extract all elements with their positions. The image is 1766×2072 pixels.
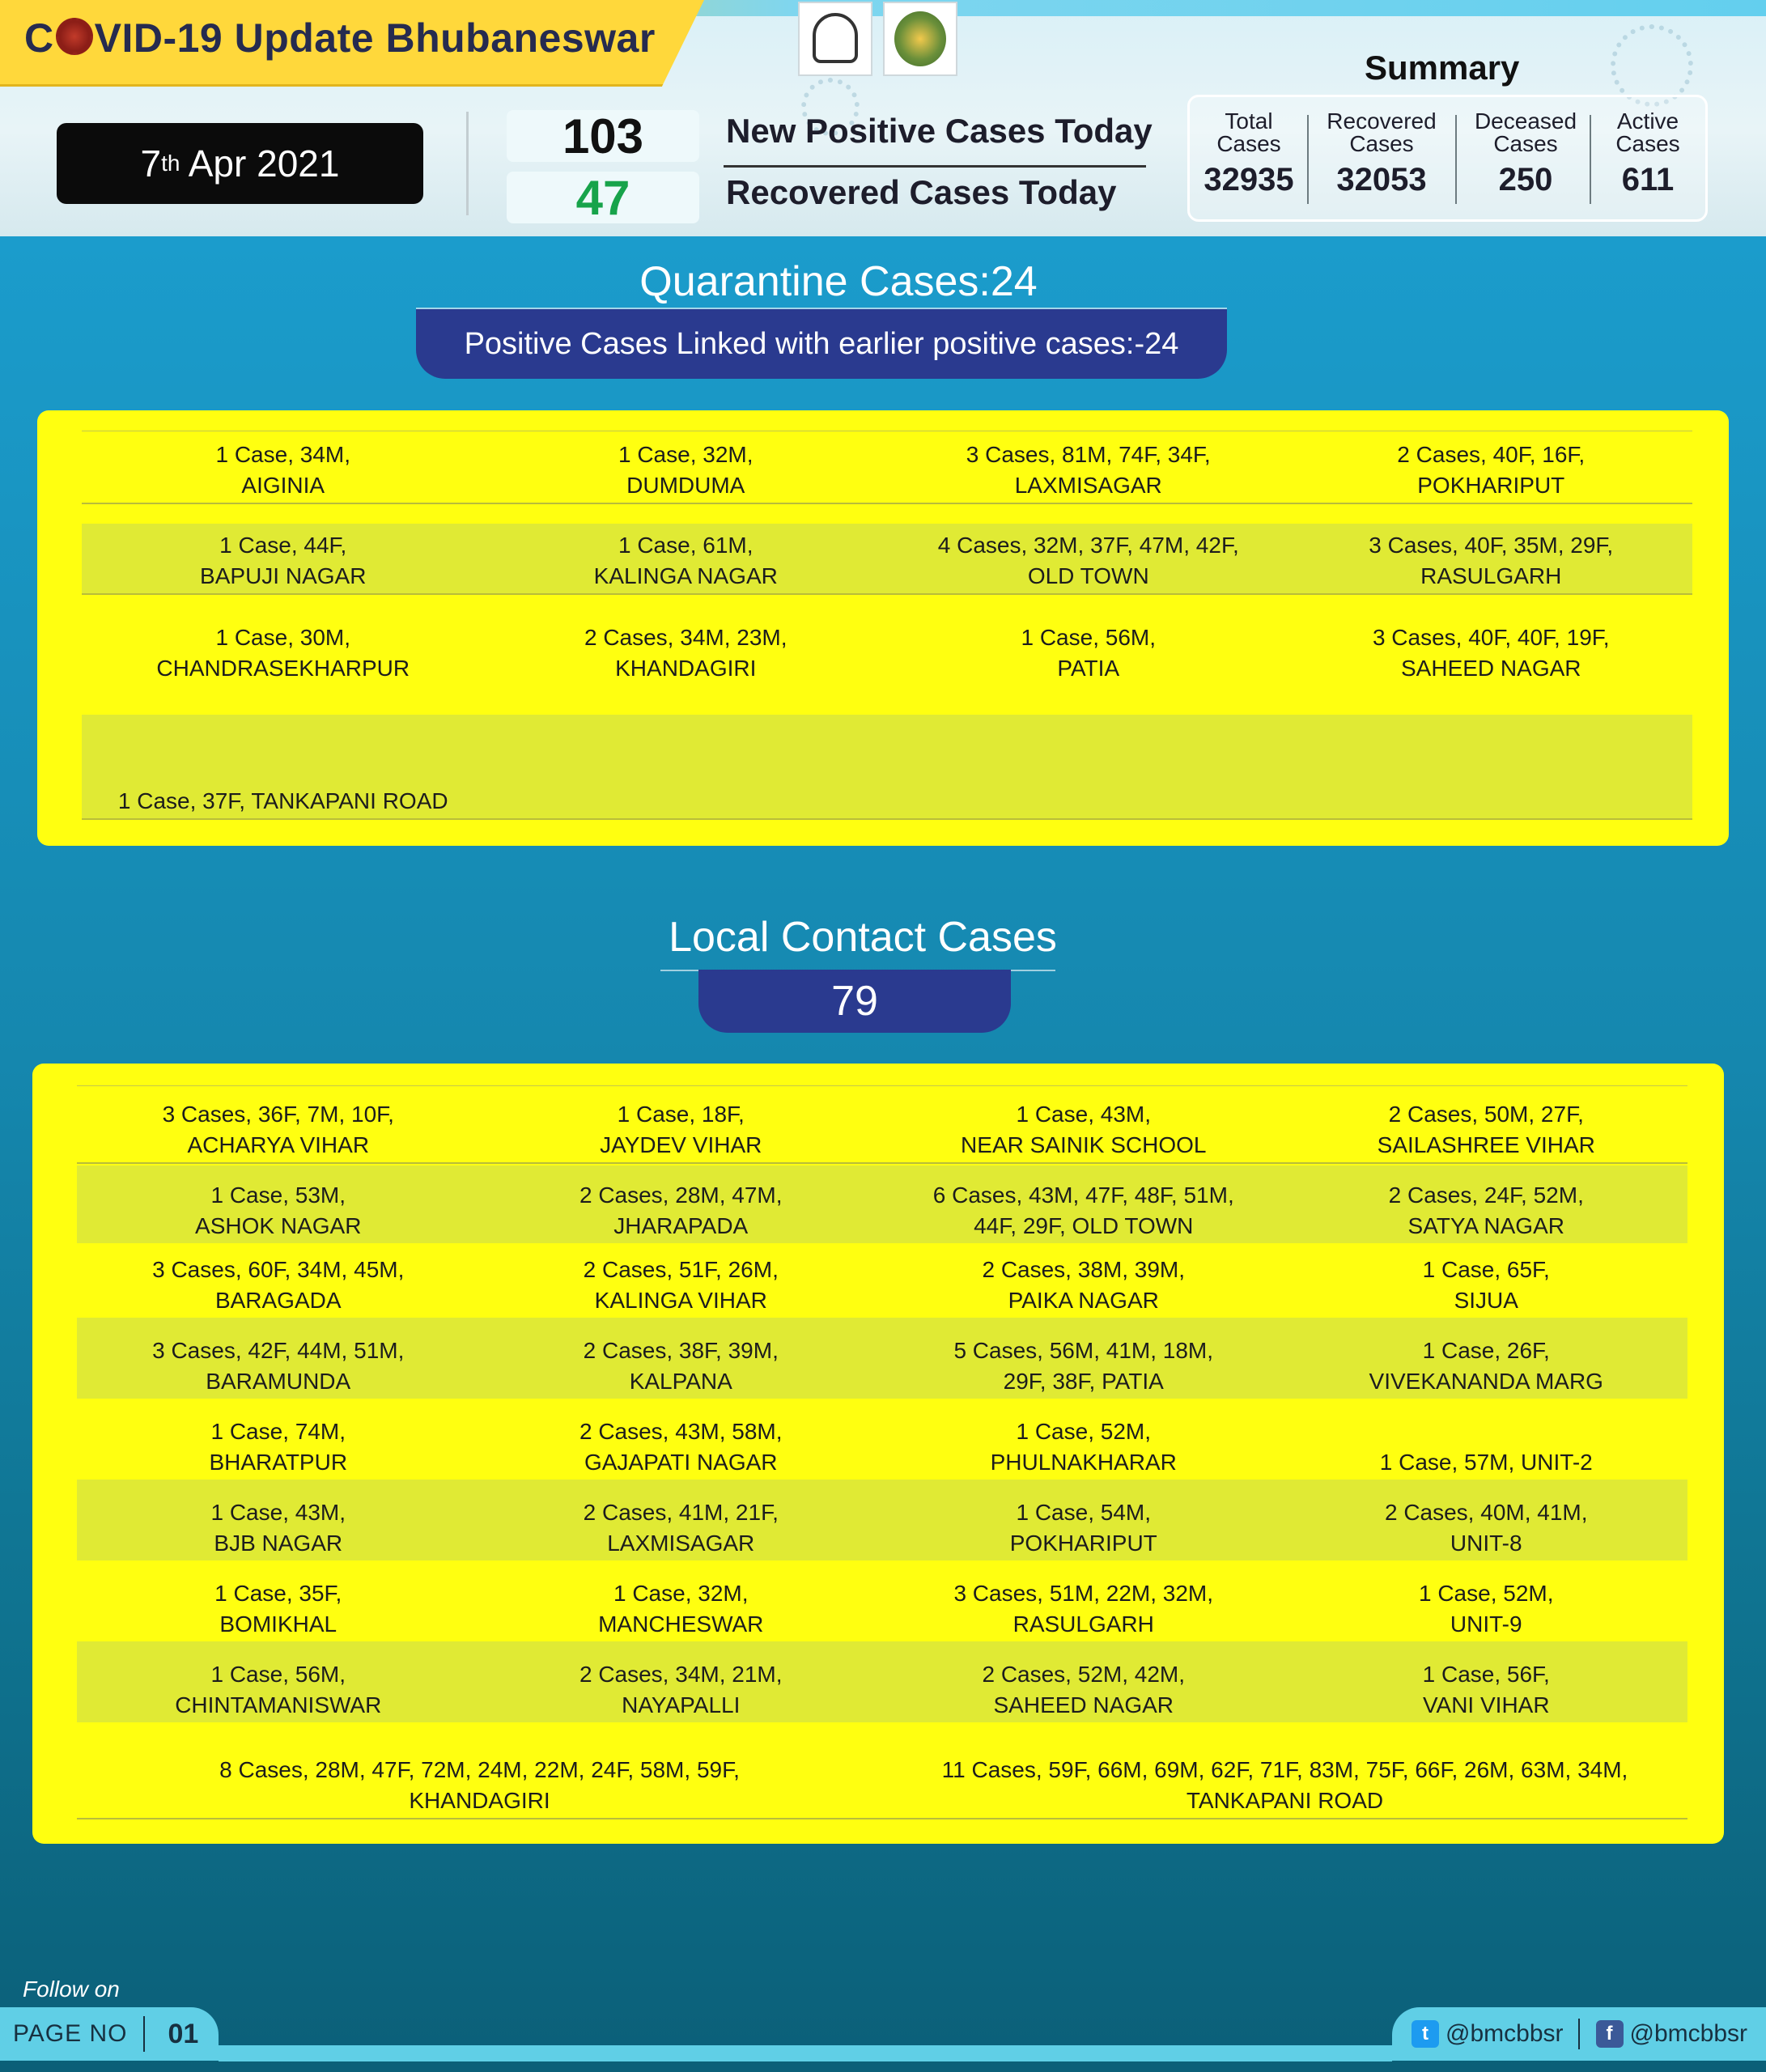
case-cell: 3 Cases, 40F, 40F, 19F, SAHEED NAGAR	[1372, 625, 1610, 681]
case-cell: 1 Case, 56M, PATIA	[1021, 625, 1157, 681]
case-cell: 2 Cases, 38M, 39M, PAIKA NAGAR	[982, 1257, 1186, 1313]
case-cell: 2 Cases, 40F, 16F, POKHARIPUT	[1397, 442, 1586, 498]
case-cell: 2 Cases, 28M, 47M, JHARAPADA	[579, 1182, 783, 1238]
date-badge: 7 th Apr 2021	[57, 123, 423, 204]
case-cell: 3 Cases, 60F, 34M, 45M, BARAGADA	[152, 1257, 405, 1313]
summary-box	[1187, 95, 1708, 222]
case-cell: 1 Case, 34M, AIGINIA	[215, 442, 351, 498]
table-row	[82, 431, 1692, 504]
case-cell: 2 Cases, 43M, 58M, GAJAPATI NAGAR	[579, 1419, 783, 1475]
case-cell: 2 Cases, 50M, 27F, SAILASHREE VIHAR	[1377, 1102, 1595, 1157]
table-row	[77, 1318, 1687, 1399]
case-cell: 2 Cases, 52M, 42M, SAHEED NAGAR	[982, 1662, 1186, 1717]
page-number: 01	[168, 2018, 199, 2049]
summary-active: Active Cases 611	[1615, 108, 1680, 197]
table-row	[77, 1166, 1687, 1243]
table-row	[82, 595, 1692, 686]
header	[0, 0, 1766, 236]
table-row	[77, 1086, 1687, 1164]
case-cell: 1 Case, 32M, MANCHESWAR	[598, 1581, 764, 1637]
quarantine-title: Quarantine Cases:24	[639, 258, 1038, 305]
summary-recovered: Recovered Cases 32053	[1327, 108, 1437, 197]
case-cell: 1 Case, 18F, JAYDEV VIHAR	[600, 1102, 762, 1157]
case-cell: 1 Case, 65F, SIJUA	[1422, 1257, 1550, 1313]
case-cell: 2 Cases, 41M, 21F, LAXMISAGAR	[583, 1500, 779, 1556]
case-cell: 1 Case, 52M, UNIT-9	[1418, 1581, 1554, 1637]
table-row	[77, 1243, 1687, 1318]
case-cell: 2 Cases, 51F, 26M, KALINGA VIHAR	[583, 1257, 779, 1313]
odisha-emblem-logo	[798, 2, 872, 76]
local-contact-panel	[32, 1064, 1724, 1844]
case-cell: 1 Case, 53M, ASHOK NAGAR	[195, 1182, 362, 1238]
local-contact-title: Local Contact Cases	[669, 914, 1057, 961]
case-cell: 1 Case, 32M, DUMDUMA	[618, 442, 754, 498]
case-cell: 1 Case, 54M, POKHARIPUT	[1009, 1500, 1157, 1556]
case-cell: 3 Cases, 40F, 35M, 29F, RASULGARH	[1369, 533, 1614, 588]
case-cell: 1 Case, 56M, CHINTAMANISWAR	[175, 1662, 382, 1717]
case-cell: 1 Case, 52M, PHULNAKHARAR	[990, 1419, 1177, 1475]
case-cell: 1 Case, 57M, UNIT-2	[1379, 1450, 1593, 1475]
case-cell: 3 Cases, 42F, 44M, 51M, BARAMUNDA	[152, 1338, 405, 1394]
page-label: PAGE NO	[13, 2020, 128, 2047]
recovered-count: 47	[507, 172, 699, 223]
case-cell: 1 Case, 35F, BOMIKHAL	[214, 1581, 342, 1637]
table-row	[77, 1641, 1687, 1722]
divider	[143, 2016, 145, 2052]
case-cell: 2 Cases, 34M, 21M, NAYAPALLI	[579, 1662, 783, 1717]
footer-bar	[219, 2045, 1392, 2061]
case-cell	[887, 715, 1290, 818]
case-cell	[1290, 715, 1693, 818]
local-contact-count: 79	[698, 970, 1011, 1033]
case-cell: 1 Case, 43M, NEAR SAINIK SCHOOL	[961, 1102, 1207, 1157]
case-cell	[485, 715, 888, 818]
case-cell: 1 Case, 43M, BJB NAGAR	[210, 1500, 346, 1556]
table-row	[82, 715, 1692, 820]
quarantine-subtitle: Positive Cases Linked with earlier positive cases:-24	[416, 309, 1227, 379]
follow-label: Follow on	[23, 1976, 120, 2002]
bmc-logo	[883, 2, 957, 76]
case-cell: 3 Cases, 51M, 22M, 32M, RASULGARH	[953, 1581, 1214, 1637]
new-positive-label: New Positive Cases Today	[726, 112, 1153, 150]
recovered-label: Recovered Cases Today	[726, 173, 1117, 211]
case-cell: 2 Cases, 38F, 39M, KALPANA	[583, 1338, 779, 1394]
case-cell: 1 Case, 61M, KALINGA NAGAR	[593, 533, 778, 588]
case-cell: 1 Case, 44F, BAPUJI NAGAR	[200, 533, 367, 588]
divider	[1578, 2019, 1580, 2049]
case-cell: 3 Cases, 81M, 74F, 34F, LAXMISAGAR	[966, 442, 1211, 498]
case-cell: 1 Case, 26F, VIVEKANANDA MARG	[1369, 1338, 1603, 1394]
page-number-badge	[0, 2007, 219, 2061]
divider	[724, 165, 1146, 168]
case-cell: 1 Case, 30M, CHANDRASEKHARPUR	[156, 625, 410, 681]
case-cell: 8 Cases, 28M, 47F, 72M, 24M, 22M, 24F, 58M, 59F, KHANDAGIRI	[219, 1757, 740, 1813]
case-cell: 4 Cases, 32M, 37F, 47M, 42F, OLD TOWN	[937, 533, 1239, 588]
case-cell: 2 Cases, 24F, 52M, SATYA NAGAR	[1388, 1182, 1584, 1238]
table-row	[77, 1399, 1687, 1480]
table-row	[82, 524, 1692, 595]
table-row	[77, 1480, 1687, 1560]
case-cell: 3 Cases, 36F, 7M, 10F, ACHARYA VIHAR	[162, 1102, 394, 1157]
quarantine-panel	[37, 410, 1729, 846]
case-cell: 6 Cases, 43M, 47F, 48F, 51M, 44F, 29F, OLD TOWN	[932, 1182, 1234, 1238]
new-positive-count: 103	[507, 110, 699, 162]
twitter-icon[interactable]: t	[1412, 2020, 1439, 2048]
case-cell: 5 Cases, 56M, 41M, 18M, 29F, 38F, PATIA	[953, 1338, 1214, 1394]
social-links	[1392, 2007, 1766, 2061]
facebook-handle[interactable]: @bmcbbsr	[1629, 2020, 1747, 2047]
summary-title: Summary	[1365, 49, 1520, 87]
table-row	[77, 1560, 1687, 1641]
case-cell: 1 Case, 74M, BHARATPUR	[209, 1419, 348, 1475]
virus-icon	[56, 18, 93, 55]
page-title: C VID-19 Update Bhubaneswar	[24, 15, 656, 61]
table-row	[77, 1722, 1687, 1819]
case-cell: 1 Case, 56F, VANI VIHAR	[1422, 1662, 1550, 1717]
divider	[466, 112, 469, 215]
facebook-icon[interactable]: f	[1596, 2020, 1624, 2048]
summary-total: Total Cases 32935	[1204, 108, 1294, 197]
case-cell: 1 Case, 37F, TANKAPANI ROAD	[117, 788, 448, 813]
case-cell: 2 Cases, 40M, 41M, UNIT-8	[1384, 1500, 1588, 1556]
case-cell: 2 Cases, 34M, 23M, KHANDAGIRI	[584, 625, 787, 681]
twitter-handle[interactable]: @bmcbbsr	[1445, 2020, 1564, 2047]
case-cell: 11 Cases, 59F, 66M, 69M, 62F, 71F, 83M, 75F, 66F, 26M, 63M, 34M, TANKAPANI ROAD	[941, 1757, 1628, 1813]
summary-deceased: Deceased Cases 250	[1474, 108, 1577, 197]
